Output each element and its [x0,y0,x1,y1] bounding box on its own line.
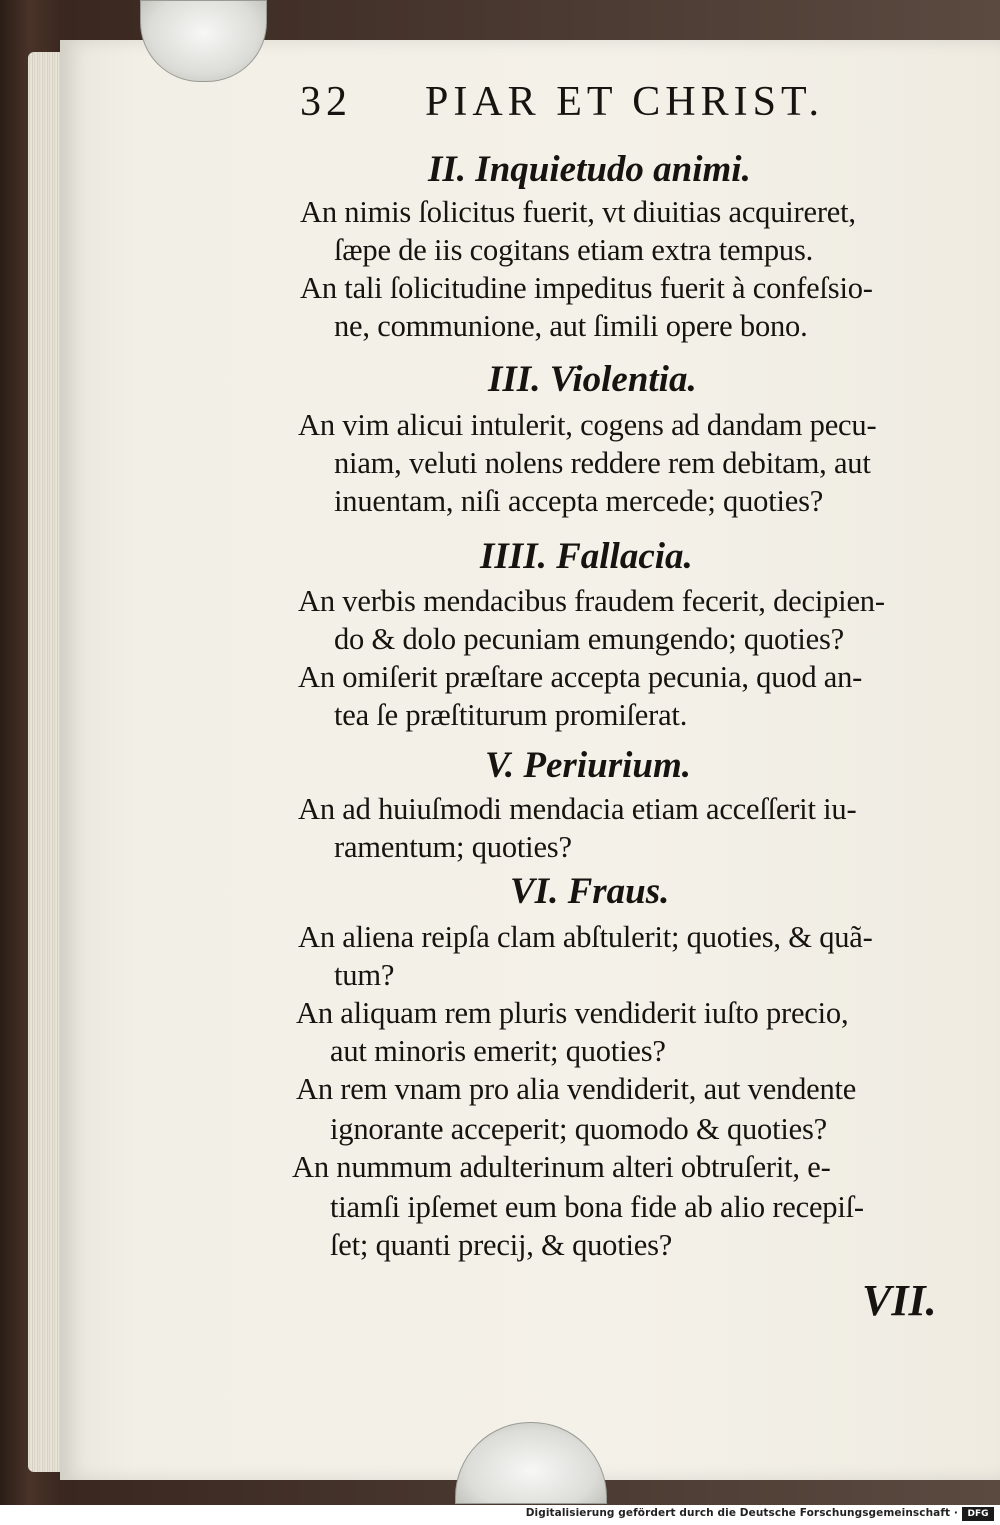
text-line: inuentam, niſi accepta mercede; quoties? [334,484,824,518]
running-head: PIAR ET CHRIST. [425,79,824,125]
text-line: An aliena reipſa clam abſtulerit; quoties, & quã- [298,920,873,954]
text-line: An tali ſolicitudine impeditus fuerit à confeſsio- [300,271,873,305]
text-line: An omiſerit præſtare accepta pecunia, quod an- [298,660,863,694]
dfg-logo: DFG [962,1507,994,1521]
text-line: An ad huiuſmodi mendacia etiam acceſſerit iu- [298,792,857,826]
section-heading: IIII. Fallacia. [480,536,693,577]
text-line: ſet; quanti precij, & quoties? [330,1228,673,1262]
text-line: tiamſi ipſemet eum bona fide ab alio recepiſ- [330,1190,864,1224]
text-line: An rem vnam pro alia vendiderit, aut vendente [296,1072,857,1106]
text-line: An nummum adulterinum alteri obtruſerit, e- [292,1150,831,1184]
text-line: An verbis mendacibus fraudem fecerit, decipien- [298,584,885,618]
text-line: niam, veluti nolens reddere rem debitam, aut [334,446,871,480]
text-line: ramentum; quoties? [334,830,572,864]
page-number: 32 [300,79,352,125]
text-line: aut minoris emerit; quoties? [330,1034,666,1068]
text-line: do & dolo pecuniam emungendo; quoties? [334,622,844,656]
text-line: An vim alicui intulerit, cogens ad dandam pecu- [298,408,877,442]
section-heading: III. Violentia. [488,359,697,400]
text-line: An aliquam rem pluris vendiderit iuſto precio, [296,996,849,1030]
text-line: An nimis ſolicitus fuerit, vt diuitias acquireret, [300,195,856,229]
section-heading: VI. Fraus. [510,871,670,912]
section-heading: V. Periurium. [485,745,691,786]
text-line: tea ſe præſtiturum promiſerat. [334,698,688,732]
funding-credit: Digitalisierung gefördert durch die Deutsche Forschungsgemeinschaft · [525,1507,958,1519]
catchword: VII. [862,1276,937,1325]
text-line: tum? [334,958,395,992]
text-line: ne, communione, aut ſimili opere bono. [334,309,808,343]
text-line: ſæpe de iis cogitans etiam extra tempus. [334,233,814,267]
section-heading: II. Inquietudo animi. [428,149,751,190]
text-line: ignorante acceperit; quomodo & quoties? [330,1112,827,1146]
